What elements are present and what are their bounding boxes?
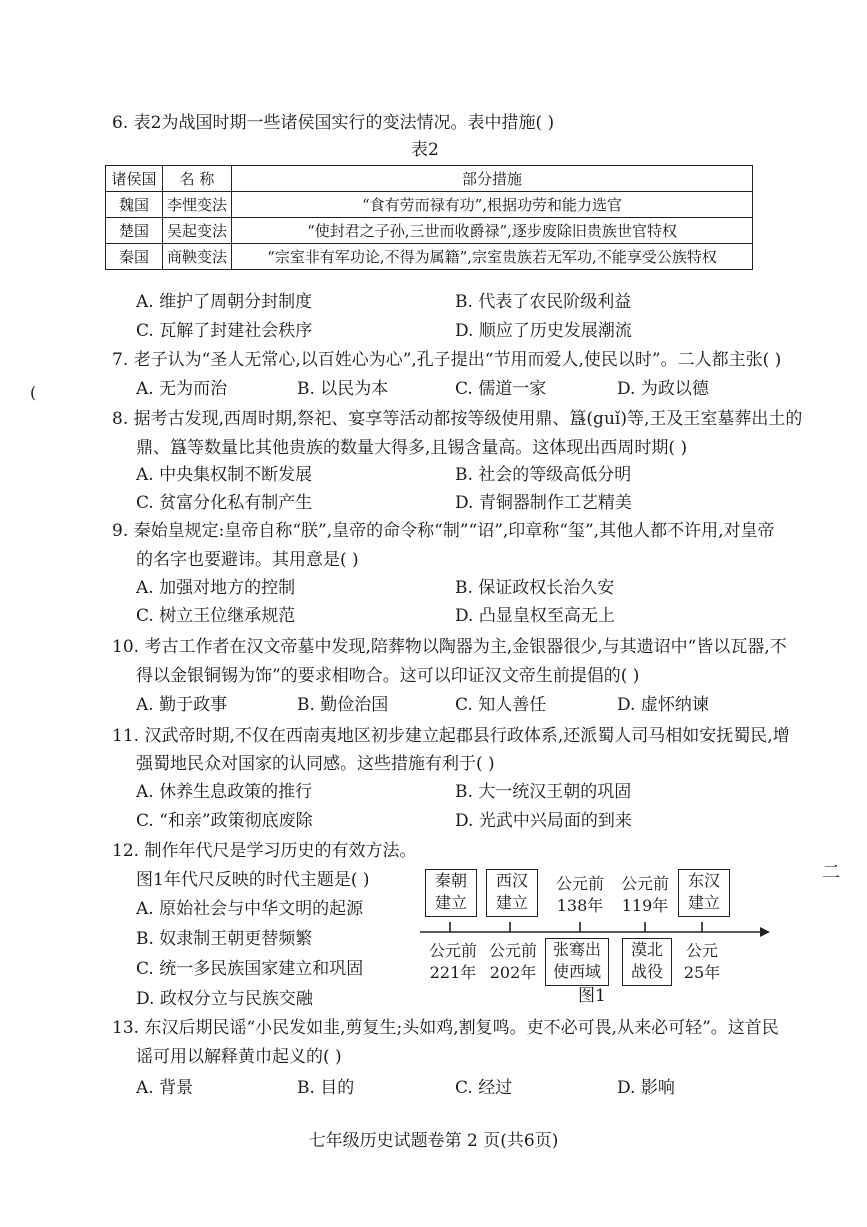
- option-d: D. 顺应了历史发展潮流: [455, 321, 632, 341]
- option-a: A. 背景: [136, 1078, 194, 1098]
- timeline-box-qin: 秦朝 建立: [425, 869, 477, 917]
- q8-stem-line1: 8. 据考古发现,西周时期,祭祀、宴享等活动都按等级使用鼎、簋(guǐ)等,王及王室墓葬出土的: [112, 409, 803, 429]
- timeline-box-zhang-qian: 张骞出 使西域: [545, 938, 609, 986]
- option-b: B. 奴隶制王朝更替频繁: [136, 929, 313, 949]
- option-a: A. 无为而治: [136, 379, 228, 399]
- table-cell: “使封君之子孙,三世而收爵禄”,逐步废除旧贵族世官特权: [232, 218, 753, 244]
- timeline-box-western-han: 西汉 建立: [486, 869, 538, 917]
- page-footer: 七年级历史试题卷第 2 页(共6页): [308, 1131, 559, 1151]
- q11-stem-line2: 强蜀地民众对国家的认同感。这些措施有利于( ): [136, 754, 495, 774]
- option-b: B. 以民为本: [297, 379, 389, 399]
- option-b: B. 目的: [297, 1078, 355, 1098]
- table-caption: 表2: [411, 140, 439, 160]
- option-a: A. 勤于政事: [136, 695, 228, 715]
- table-header-row: [106, 166, 753, 192]
- q9-stem-line2: 的名字也要避讳。其用意是( ): [136, 550, 359, 570]
- option-d: D. 影响: [617, 1078, 675, 1098]
- table-cell: “宗室非有军功论,不得为属籍”,宗室贵族若无军功,不能享受公族特权: [232, 244, 753, 270]
- q7-stem: 7. 老子认为“圣人无常心,以百姓心为心”,孔子提出“节用而爱人,使民以时”。二人都主张( ): [112, 350, 782, 370]
- option-c: C. 树立王位继承规范: [136, 606, 296, 626]
- table-cell: 秦国: [106, 244, 163, 270]
- reform-table: [105, 165, 753, 270]
- option-b: B. 社会的等级高低分明: [455, 465, 632, 485]
- table-cell: 商鞅变法: [163, 244, 232, 270]
- timeline-label-25ad: 公元 25年: [683, 941, 721, 982]
- q6-stem: 6. 表2为战国时期一些诸侯国实行的变法情况。表中措施( ): [112, 113, 555, 133]
- option-d: D. 凸显皇权至高无上: [455, 606, 615, 626]
- option-c: C. 瓦解了封建社会秩序: [136, 321, 313, 341]
- option-c: C. 统一多民族国家建立和巩固: [136, 959, 364, 979]
- option-a: A. 原始社会与中华文明的起源: [136, 899, 364, 919]
- right-margin-mark: 二: [822, 862, 840, 883]
- table-header: 部分措施: [232, 166, 753, 192]
- option-a: A. 加强对地方的控制: [136, 578, 296, 598]
- timeline-label-119bc: 公元前 119年: [620, 874, 669, 915]
- q12-stem-line2: 图1年代尺反映的时代主题是( ): [136, 870, 370, 890]
- table-row: [106, 218, 753, 244]
- option-b: B. 大一统汉王朝的巩固: [455, 782, 632, 802]
- timeline-label-138bc: 公元前 138年: [555, 874, 604, 915]
- option-d: D. 光武中兴局面的到来: [455, 811, 632, 831]
- left-margin-mark: (: [30, 383, 37, 402]
- timeline-label-221bc: 公元前 221年: [428, 941, 477, 982]
- option-b: B. 保证政权长治久安: [455, 578, 615, 598]
- option-b: B. 代表了农民阶级利益: [455, 292, 632, 312]
- q12-stem-line1: 12. 制作年代尺是学习历史的有效方法。: [112, 841, 417, 861]
- option-a: A. 中央集权制不断发展: [136, 465, 313, 485]
- option-c: C. 儒道一家: [455, 379, 547, 399]
- q9-stem-line1: 9. 秦始皇规定:皇帝自称“朕”,皇帝的命令称“制”“诏”,印章称“玺”,其他人都不许用,对皇帝: [112, 521, 775, 541]
- table-cell: 吴起变法: [163, 218, 232, 244]
- option-c: C. “和亲”政策彻底废除: [136, 811, 313, 831]
- table-cell: “食有劳而禄有功”,根据功劳和能力选官: [232, 192, 753, 218]
- option-a: A. 维护了周朝分封制度: [136, 292, 313, 312]
- option-d: D. 政权分立与民族交融: [136, 989, 313, 1009]
- table-header: 名 称: [163, 166, 232, 192]
- option-a: A. 休养生息政策的推行: [136, 782, 313, 802]
- table-header: 诸侯国: [106, 166, 163, 192]
- option-b: B. 勤俭治国: [297, 695, 389, 715]
- q11-stem-line1: 11. 汉武帝时期,不仅在西南夷地区初步建立起郡县行政体系,还派蜀人司马相如安抚蜀民,增: [112, 726, 790, 746]
- table-cell: 魏国: [106, 192, 163, 218]
- option-d: D. 为政以德: [617, 379, 709, 399]
- q13-stem-line2: 谣可用以解释黄巾起义的( ): [136, 1047, 342, 1067]
- option-d: D. 青铜器制作工艺精美: [455, 493, 632, 513]
- table-row: [106, 192, 753, 218]
- table-cell: 李悝变法: [163, 192, 232, 218]
- option-d: D. 虚怀纳谏: [617, 695, 709, 715]
- table-cell: 楚国: [106, 218, 163, 244]
- option-c: C. 知人善任: [455, 695, 547, 715]
- q10-stem-line2: 得以金银铜锡为饰”的要求相吻合。这可以印证汉文帝生前提倡的( ): [136, 666, 640, 686]
- timeline-label-202bc: 公元前 202年: [488, 941, 537, 982]
- q13-stem-line1: 13. 东汉后期民谣“小民发如韭,剪复生;头如鸡,割复鸣。吏不必可畏,从来必可轻”。这首民: [112, 1018, 779, 1038]
- table-row: [106, 244, 753, 270]
- option-c: C. 经过: [455, 1078, 513, 1098]
- figure-caption: 图1: [578, 986, 606, 1006]
- q8-stem-line2: 鼎、簋等数量比其他贵族的数量大得多,且锡含量高。这体现出西周时期( ): [136, 438, 688, 458]
- timeline-box-mobei: 漠北 战役: [622, 938, 672, 986]
- q10-stem-line1: 10. 考古工作者在汉文帝墓中发现,陪葬物以陶器为主,金银器很少,与其遗诏中“皆以瓦器,不: [112, 637, 787, 657]
- option-c: C. 贫富分化私有制产生: [136, 493, 313, 513]
- timeline-box-eastern-han: 东汉 建立: [678, 869, 730, 917]
